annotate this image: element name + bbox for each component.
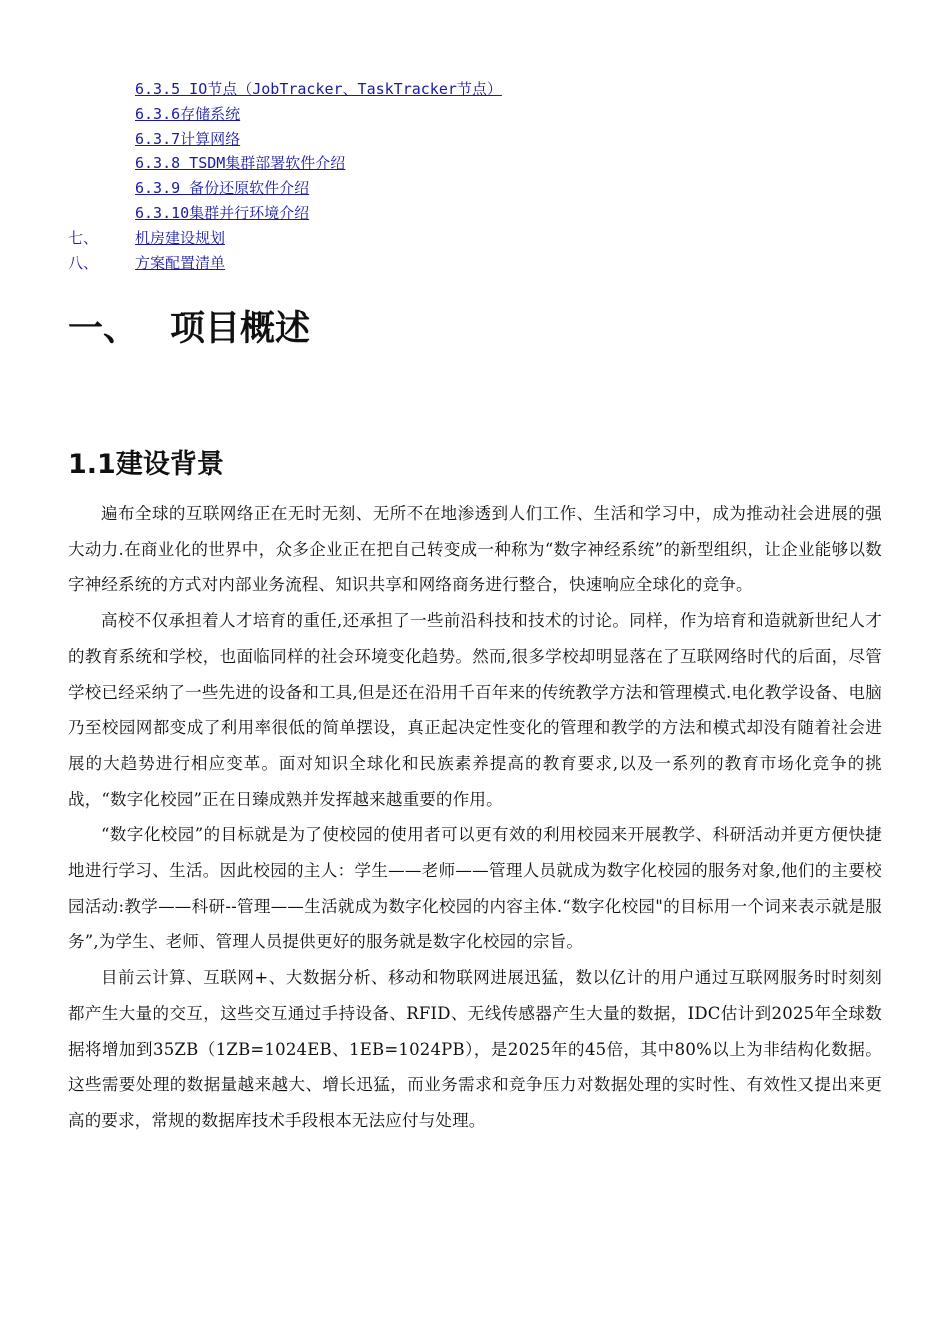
paragraph: 遍布全球的互联网络正在无时无刻、无所不在地渗透到人们工作、生活和学习中，成为推动社会进展的强大动力.在商业化的世界中，众多企业正在把自己转变成一种称为“数字神经系统”的新型组织，让企业能够以数字神经系统的方式对内部业务流程、知识共享和网络商务进行整合，快速响应全球化的竞争。 [68,504,882,595]
toc-link-6-3-7[interactable]: 6.3.7计算网络 [135,129,241,148]
section-title: 项目概述 [170,309,311,349]
toc-number: 八、 [68,253,99,272]
paragraph: “数字化校园”的目标就是为了使校园的使用者可以更有效的利用校园来开展教学、科研活动并更方便快捷地进行学习、生活。因此校园的主人：学生——老师——管理人员就成为数字化校园的服务对象,他们的主要校园活动:教学——科研--管理——生活就成为数字化校园的内容主体.“数字化校园"的目标用一个词来表示就是服务”,为学生、老师、管理人员提供更好的服务就是数字化校园的宗旨。 [68,825,882,952]
paragraph: 高校不仅承担着人才培育的重任,还承担了一些前沿科技和技术的讨论。同样，作为培育和造就新世纪人才的教育系统和学校，也面临同样的社会环境变化趋势。然而,很多学校却明显落在了互联网络时代的后面，尽管学校已经采纳了一些先进的设备和工具,但是还在沿用千百年来的传统教学方法和管理模式.电化教学设备、电脑乃至校园网都变成了利用率很低的简单摆设，真正起决定性变化的管理和教学的方法和模式却没有随着社会进展的大趋势进行相应变革。面对知识全球化和民族素养提高的教育要求,以及一系列的教育市场化竞争的挑战，“数字化校园”正在日臻成熟并发挥越来越重要的作用。 [68,611,882,809]
toc-link-6-3-5[interactable]: 6.3.5 IO节点（JobTracker、TaskTracker节点） [135,80,502,98]
section-heading [68,304,310,354]
toc-link-8[interactable] [68,251,888,276]
toc-link-6-3-6[interactable]: 6.3.6存储系统 [135,104,241,123]
toc-label: 方案配置清单 [135,253,226,272]
section-number: 一、 [68,309,139,349]
subsection-heading: 1.1建设背景 [68,449,224,480]
toc-link-7[interactable] [68,226,888,251]
table-of-contents [68,77,888,275]
body-text [68,496,882,1139]
toc-number: 七、 [68,228,99,247]
paragraph: 目前云计算、互联网+、大数据分析、移动和物联网进展迅猛，数以亿计的用户通过互联网服务时时刻刻都产生大量的交互，这些交互通过手持设备、RFID、无线传感器产生大量的数据，IDC估计到2025年全球数据将增加到35ZB（1ZB=1024EB、1EB=1024PB），是2025年的45倍，其中80%以上为非结构化数据。这些需要处理的数据量越来越大、增长迅猛，而业务需求和竞争压力对数据处理的实时性、有效性又提出来更高的要求，常规的数据库技术手段根本无法应付与处理。 [68,968,882,1130]
toc-link-6-3-8[interactable]: 6.3.8 TSDM集群部署软件介绍 [135,154,346,173]
toc-label: 机房建设规划 [135,228,226,247]
toc-link-6-3-9[interactable]: 6.3.9 备份还原软件介绍 [135,179,310,198]
toc-link-6-3-10[interactable]: 6.3.10集群并行环境介绍 [135,203,310,222]
